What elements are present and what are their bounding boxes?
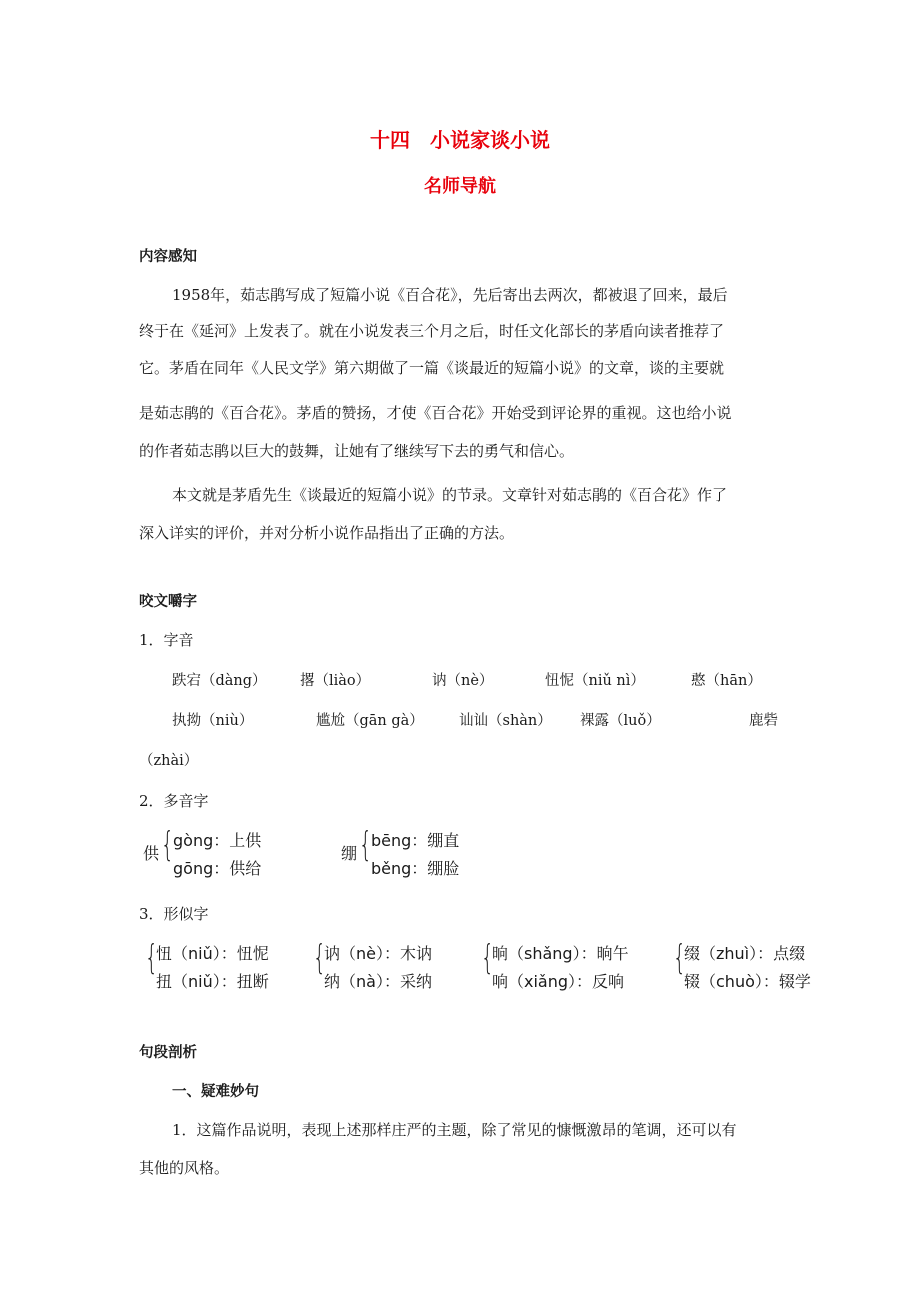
pronunciation-entry: 憨（hān）: [691, 673, 762, 689]
page-title: 十四 小说家谈小说: [370, 128, 550, 152]
similar-group: [145, 939, 295, 995]
section-heading-content: 内容感知: [139, 249, 197, 265]
similar-entry: 讷（nè）：木讷: [324, 944, 432, 963]
paragraph-line: 1．这篇作品说明，表现上述那样庄严的主题，除了常见的慷慨激昂的笔调，还可以有: [172, 1121, 737, 1139]
similar-entry: 扭（niǔ）：扭断: [156, 972, 269, 991]
pronunciation-entry: 撂（liào）: [300, 673, 371, 689]
paragraph-line: 1958年，茹志鹃写成了短篇小说《百合花》，先后寄出去两次，都被退了回来，最后: [172, 286, 728, 304]
item-label-pronunciation: 1．字音: [139, 631, 194, 649]
similar-entry: 晌（shǎng）：晌午: [492, 944, 629, 963]
polyphone-char: 供: [143, 844, 160, 863]
similar-entry: 缀（zhuì）：点缀: [684, 944, 806, 963]
polyphone-char: 绷: [341, 844, 358, 863]
pronunciation-entry: 跌宕（dàng）: [172, 673, 267, 689]
similar-entry: 纳（nà）：采纳: [324, 972, 432, 991]
item-label-polyphone: 2．多音字: [139, 792, 209, 810]
paragraph-line: 的作者茹志鹃以巨大的鼓舞，让她有了继续写下去的勇气和信心。: [139, 442, 575, 460]
similar-entry: 辍（chuò）：辍学: [684, 972, 811, 991]
item-label-similar: 3．形似字: [139, 905, 209, 923]
pronunciation-entry: 忸怩（niǔ nì）: [545, 673, 645, 689]
pronunciation-entry: 尴尬（gān gà）: [316, 713, 424, 729]
brace-icon: {: [673, 938, 686, 978]
pronunciation-entry: 讪讪（shàn）: [459, 713, 552, 729]
section-heading-analysis: 句段剖析: [139, 1045, 197, 1061]
similar-entry: 忸（niǔ）：忸怩: [156, 944, 269, 963]
subsection-heading: 一、疑难妙句: [172, 1084, 259, 1100]
page-subtitle: 名师导航: [424, 176, 496, 197]
pronunciation-entry: 执拗（niù）: [172, 713, 254, 729]
brace-icon: {: [161, 825, 174, 865]
pronunciation-entry: 鹿砦: [749, 713, 778, 729]
polyphone-group: [143, 826, 283, 882]
pronunciation-entry: 讷（nè）: [432, 673, 494, 689]
paragraph-line: 终于在《延河》上发表了。就在小说发表三个月之后，时任文化部长的茅盾向读者推荐了: [139, 322, 725, 340]
section-heading-words: 咬文嚼字: [139, 594, 197, 610]
brace-icon: {: [359, 825, 372, 865]
paragraph-line: 其他的风格。: [139, 1159, 230, 1177]
similar-group: [481, 939, 651, 995]
polyphone-reading: gòng：上供: [173, 831, 262, 850]
brace-icon: {: [481, 938, 494, 978]
polyphone-reading: běng：绷脸: [371, 859, 460, 878]
polyphone-reading: bēng：绷直: [371, 831, 460, 850]
paragraph-line: 它。茅盾在同年《人民文学》第六期做了一篇《谈最近的短篇小说》的文章，谈的主要就: [139, 359, 725, 377]
similar-entry: 响（xiǎng）：反响: [492, 972, 625, 991]
brace-icon: {: [145, 938, 158, 978]
paragraph-line: 是茹志鹃的《百合花》。茅盾的赞扬，才使《百合花》开始受到评论界的重视。这也给小说: [139, 404, 732, 422]
polyphone-group: [341, 826, 481, 882]
brace-icon: {: [313, 938, 326, 978]
pronunciation-entry: （zhài）: [139, 753, 199, 769]
paragraph-line: 深入详实的评价，并对分析小说作品指出了正确的方法。: [139, 524, 515, 542]
polyphone-reading: gōng：供给: [173, 859, 262, 878]
similar-group: [673, 939, 843, 995]
similar-group: [313, 939, 463, 995]
pronunciation-entry: 裸露（luǒ）: [580, 713, 661, 729]
paragraph-line: 本文就是茅盾先生《谈最近的短篇小说》的节录。文章针对茹志鹃的《百合花》作了: [172, 486, 728, 504]
